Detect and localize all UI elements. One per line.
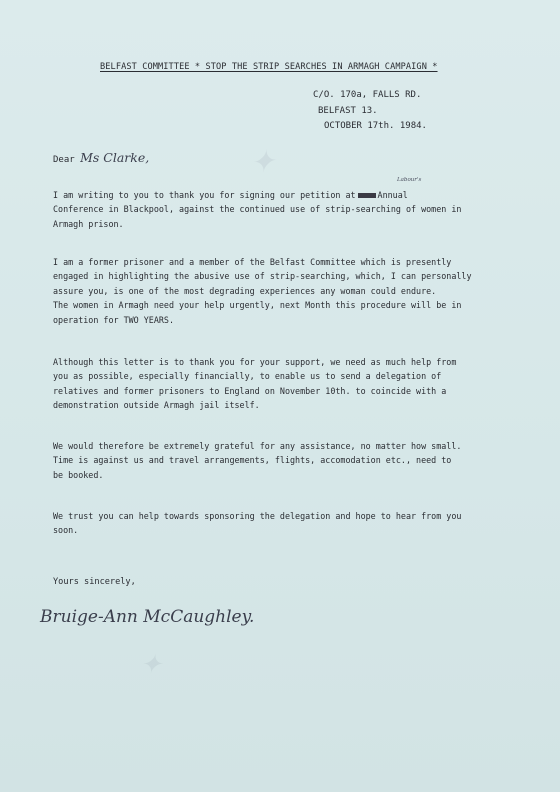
signature-text: Bruige-Ann McCaughley.: [40, 607, 255, 627]
paragraph-1: [53, 188, 543, 231]
paragraph-line: operation for TWO YEARS.: [53, 314, 175, 325]
show-through-mark: ✦: [248, 143, 277, 182]
salutation: [53, 150, 149, 165]
paragraph-5: [53, 509, 543, 538]
handwritten-insertion: Labour's: [397, 177, 422, 183]
paragraph-line: Although this letter is to thank you for your support, we need as much help from: [53, 357, 457, 367]
paragraph-line: I am a former prisoner and a member of the Belfast Committee which is presently: [53, 257, 452, 267]
paragraph-line: you as possible, especially financially, to enable us to send a delegation of: [53, 371, 442, 382]
text-run: Annual: [377, 190, 408, 200]
paragraph-line: be booked.: [53, 469, 104, 480]
sender-address: [313, 88, 427, 135]
signature: [38, 596, 288, 636]
address-line-2: BELFAST 13.: [318, 105, 378, 116]
paragraph-line: Conference in Blackpool, against the continued use of strip-searching of women in: [53, 204, 462, 215]
recipient-name: Ms Clarke,: [80, 150, 150, 165]
show-through-mark: ✦: [140, 650, 162, 680]
redaction-mark: [358, 193, 376, 198]
salutation-dear: Dear: [53, 155, 75, 165]
paragraph-line: engaged in highlighting the abusive use of strip-searching, which, I can personally: [53, 271, 472, 282]
paragraph-line: We would therefore be extremely grateful for any assistance, no matter how small.: [53, 441, 462, 451]
paragraph-line: [53, 188, 543, 202]
paragraph-line: soon.: [53, 525, 79, 536]
address-line-1: C/O. 170a, FALLS RD.: [313, 90, 422, 100]
paragraph-line: Time is against us and travel arrangements, flights, accomodation etc., need to: [53, 455, 452, 466]
paragraph-3: [53, 355, 543, 413]
text-run: I am writing to you to thank you for signing our petition at: [53, 190, 356, 200]
paragraph-line: relatives and former prisoners to England on November 10th. to coincide with a: [53, 385, 447, 396]
paragraph-4: [53, 439, 543, 482]
closing: Yours sincerely,: [53, 577, 136, 587]
paragraph-line: demonstration outside Armagh jail itself.: [53, 400, 260, 411]
paragraph-2: [53, 255, 543, 327]
letter-date: OCTOBER 17th. 1984.: [324, 121, 427, 131]
paragraph-line: The women in Armagh need your help urgently, next Month this procedure will be in: [53, 300, 462, 311]
paragraph-line: assure you, is one of the most degrading experiences any woman could endure.: [53, 285, 437, 296]
paragraph-line: We trust you can help towards sponsoring the delegation and hope to hear from you: [53, 511, 462, 521]
paragraph-line: Armagh prison.: [53, 218, 124, 229]
campaign-header: BELFAST COMMITTEE * STOP THE STRIP SEARCHES IN ARMAGH CAMPAIGN *: [100, 62, 438, 72]
